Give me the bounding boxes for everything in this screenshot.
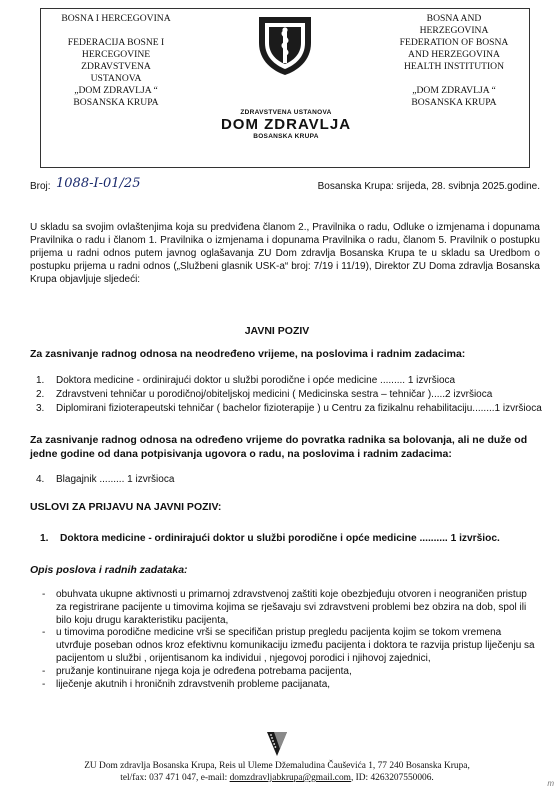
letterhead-right-line: BOSANSKA KRUPA (411, 97, 497, 108)
letterhead-left-line (41, 25, 191, 37)
position-text: Zdravstveni tehničar u porodičnoj/obiteljskoj medicini ( Medicinska sestra – tehničar ).....2 izvršioca (56, 389, 493, 400)
letterhead-left-line: „DOM ZDRAVLJA “ (74, 85, 158, 96)
duty-item: - liječenje akutnih i hroničnih zdravstvenih probleme pacijanata, (42, 678, 331, 690)
bih-coat-of-arms-icon (266, 731, 288, 757)
letterhead-right-line: FEDERATION OF BOSNA (399, 37, 509, 48)
position-number: 2. (36, 389, 45, 400)
duty-text: pružanje kontinuirane njega koja je određena potrebama pacijenta, (56, 665, 352, 677)
position-item (36, 389, 492, 400)
intro-paragraph: U skladu sa svojim ovlaštenjima koja su predviđena članom 2., Pravilnika o radu, Odluke o izmjenama i dopunama Pravilnika o radu i članom 1. Pravilnika o izmjenama i dopunama Pravilnika o radu, članom 5. Pravilnik o postupku prijema u radni odnos putem javnog oglašavanja ZU Dom zdravlja Bosanska Krupa te u skladu sa Uredbom o postupku prijema u radni odnos („Službeni glasnik USK-a“ broj: 7/19 i 11/19), Direktor ZU Doma zdravlja Bosanska Krupa objavljuje sljedeći: (30, 222, 540, 285)
position-item (36, 403, 542, 414)
document-date: Bosanska Krupa: srijeda, 28. svibnja 2025.godine. (317, 181, 540, 192)
position-text: Diplomirani fizioterapeutski tehničar ( bachelor fizioterapije ) u Centru za fizikalnu rehabilitaciju........1 izvršioca (56, 403, 542, 414)
margin-mark: m (547, 779, 554, 788)
duty-text: liječenje akutnih i hroničnih zdravstvenih probleme pacijanata, (56, 678, 331, 690)
section2-heading: Za zasnivanje radnog odnosa na određeno vrijeme do povratka radnika sa bolovanja, ali ne duže od jedne godine od dana potpisivanja ugovora o radu, na poslovima i radnim zadacima: (30, 434, 528, 460)
footer-address: ZU Dom zdravlja Bosanska Krupa, Reis ul Uleme Džemaludina Čauševića 1, 77 240 Bosanska Krupa, (84, 761, 470, 771)
letterhead-left-line: FEDERACIJA BOSNE I (67, 37, 165, 48)
letterhead-left-line: USTANOVA (90, 73, 142, 84)
letterhead-left-line: BOSNA I HERCEGOVINA (61, 13, 171, 24)
position-number: 1. (36, 375, 45, 386)
duty-item: - u timovima porodične medicine vrši se specifičan pristup pregledu pacijenta kojim se tokom vremena utvrđuje poseban odnos kroz efektivnu komunikaciju između pacijenta i doktora te razvija pristup liječenju sa pacijentom u službi , orijentisanom ka individui , njegovoj porodici i njihovoj zajednici, (42, 627, 535, 664)
letterhead (40, 8, 530, 168)
letterhead-right-line: „DOM ZDRAVLJA “ (412, 85, 496, 96)
letterhead-right-text (379, 13, 529, 109)
logo-subtitle-top: ZDRAVSTVENA USTANOVA (240, 109, 332, 116)
reference-row (30, 178, 540, 200)
dom-zdravlja-logo-icon (253, 13, 317, 77)
letterhead-right-line: HEALTH INSTITUTION (403, 61, 505, 72)
duties-heading: Opis poslova i radnih zadataka: (30, 564, 188, 576)
letterhead-right-line (379, 73, 529, 85)
position-text: Doktora medicine - ordinirajući doktor u službi porodične i opće medicine ......... 1 izvršioca (56, 375, 456, 386)
footer-id: , ID: 4263207550006. (350, 773, 434, 783)
position-item (36, 375, 455, 386)
position-number: 3. (36, 403, 45, 414)
letterhead-right-line: BOSNA AND (426, 13, 482, 24)
reference-number-handwritten: 1088-I-01/25 (56, 176, 141, 191)
duty-item: - obuhvata ukupne aktivnosti u primarnoj zdravstvenoj zaštiti koje obezbjeđuju otvoren i neograničen pristup za registrirane pacijente u timovima kojima se rješavaju svi zdravstveni problemi bez obzira na dob, spol ili bilo koju drugu karakteristiku pacijenta, (42, 589, 527, 626)
conditions-heading: USLOVI ZA PRIJAVU NA JAVNI POZIV: (30, 501, 222, 513)
footer (0, 760, 554, 784)
letterhead-left-line: HERCEGOVINE (81, 49, 151, 60)
position-text: Blagajnik ......... 1 izvršioca (56, 474, 175, 485)
letterhead-left-line: BOSANSKA KRUPA (73, 97, 159, 108)
duty-text: obuhvata ukupne aktivnosti u primarnoj zdravstvenoj zaštiti koje obezbjeđuju otvoren i neograničen pristup za registrirane pacijente u timovima kojima se rješavaju svi zdravstveni problemi bez obzira na dob, spol ili bilo koju drugu karakteristiku pacijenta, (56, 589, 527, 626)
reference-label: Broj: (30, 181, 51, 192)
duty-text: u timovima porodične medicine vrši se specifičan pristup pregledu pacijenta kojim se tokom vremena utvrđuje poseban odnos kroz efektivnu komunikaciju između pacijenta i doktora te razvija pristup liječenju sa pacijentom u službi , orijentisanom ka individui , njegovoj porodici i njihovoj zajednici, (56, 627, 535, 664)
logo-wordmark (191, 109, 381, 140)
footer-email-link[interactable]: domzdravljabkrupa@gmail.com (229, 773, 351, 783)
logo-subtitle-bottom: BOSANSKA KRUPA (253, 133, 319, 140)
position-number: 4. (36, 474, 45, 485)
footer-contact (0, 772, 554, 784)
footer-phone: tel/fax: 037 471 047, e-mail: (120, 773, 230, 783)
conditions-item (40, 533, 500, 544)
logo-title: DOM ZDRAVLJA (220, 116, 352, 133)
letterhead-left-text (41, 13, 191, 109)
conditions-item-text: Doktora medicine - ordinirajući doktor u službi porodične i opće medicine .......... 1 izvršioc. (60, 533, 500, 544)
letterhead-right-line: HERZEGOVINA (419, 25, 489, 36)
document-title: JAVNI POZIV (244, 325, 310, 337)
duty-item: - pružanje kontinuirane njega koja je određena potrebama pacijenta, (42, 665, 352, 677)
letterhead-left-line: ZDRAVSTVENA (81, 61, 151, 72)
conditions-item-number: 1. (40, 533, 49, 544)
section1-heading: Za zasnivanje radnog odnosa na neodređeno vrijeme, na poslovima i radnim zadacima: (30, 348, 466, 360)
letterhead-right-line: AND HERZEGOVINA (408, 49, 500, 60)
duties-list (42, 589, 537, 691)
position-item (36, 474, 174, 485)
